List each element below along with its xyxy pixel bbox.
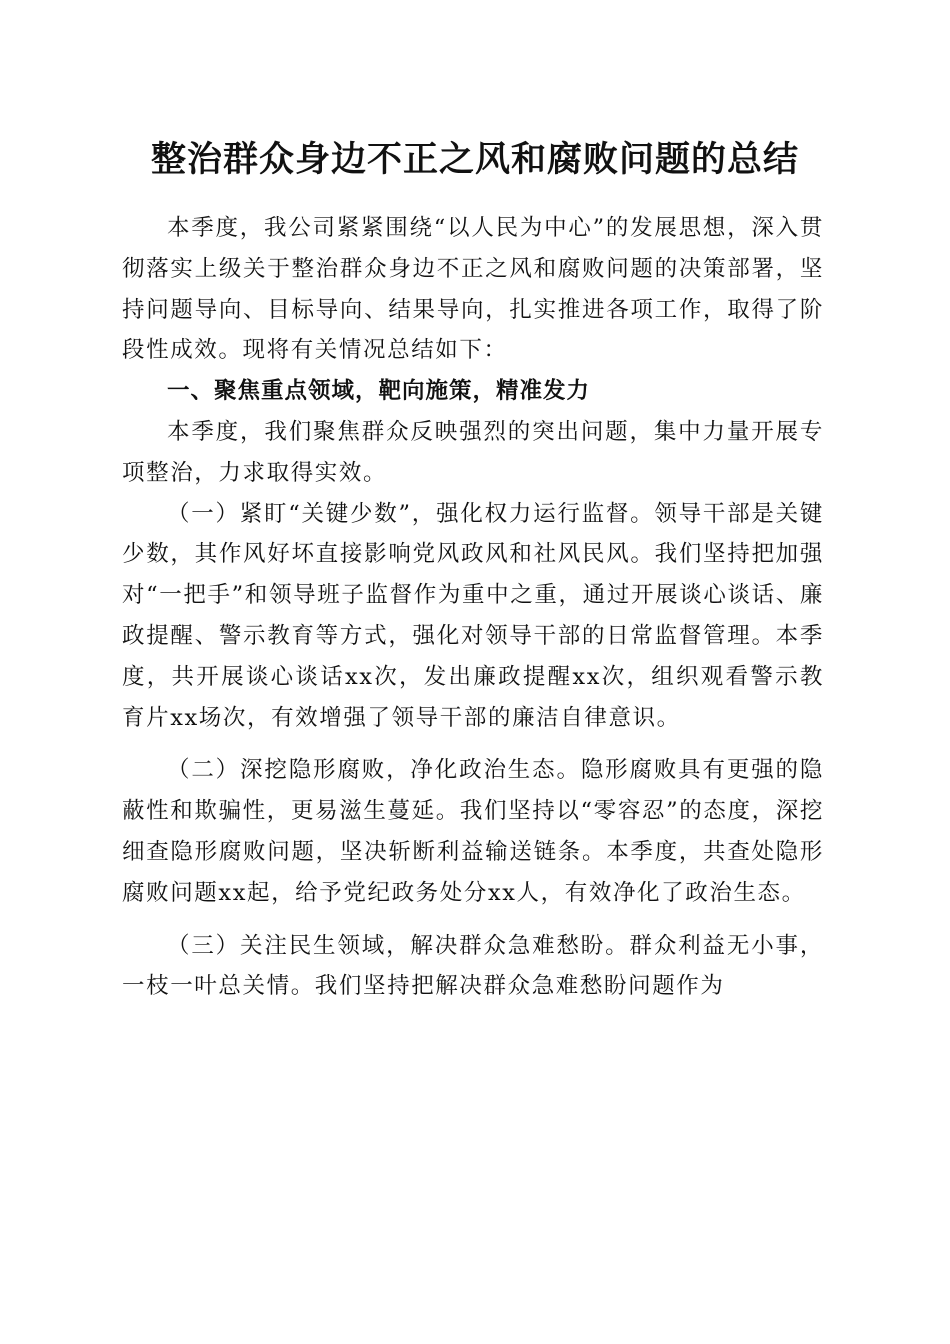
item-3-paragraph — [122, 926, 824, 1008]
item-3-text: 群众利益无小事，一枝一叶总关情。我们坚持把解决群众急难愁盼问题作为 — [122, 932, 824, 1000]
document-body — [122, 208, 824, 1007]
document-title: 整治群众身边不正之风和腐败问题的总结 — [150, 139, 799, 180]
item-2-text: 隐形腐败具有更强的隐蔽性和欺骗性，更易滋生蔓延。我们坚持以“零容忍”的态度，深挖细查隐形腐败问题，坚决斩断利益输送链条。本季度，共查处隐形腐败问题xx起，给予党纪政务处分xx人，有效净化了政治生态。 — [122, 757, 824, 906]
item-1-paragraph — [122, 494, 824, 739]
section-heading-1: 一、聚焦重点领域，靶向施策，精准发力 — [167, 378, 591, 405]
item-2-lead: （二）深挖隐形腐败，净化政治生态。 — [167, 757, 581, 784]
item-2-paragraph — [122, 750, 824, 913]
section-1-paragraph: 本季度，我们聚焦群众反映强烈的突出问题，集中力量开展专项整治，力求取得实效。 — [122, 418, 824, 486]
item-3-lead: （三）关注民生领域，解决群众急难愁盼。 — [167, 932, 630, 959]
item-1-text: 领导干部是关键少数，其作风好坏直接影响党风政风和社风民风。我们坚持把加强对“一把手”和领导班子监督作为重中之重，通过开展谈心谈话、廉政提醒、警示教育等方式，强化对领导干部的日常监督管理。本季度，共开展谈心谈话xx次，发出廉政提醒xx次，组织观看警示教育片xx场次，有效增强了领导干部的廉洁自律意识。 — [122, 500, 825, 731]
intro-paragraph: 本季度，我公司紧紧围绕“以人民为中心”的发展思想，深入贯彻落实上级关于整治群众身边不正之风和腐败问题的决策部署，坚持问题导向、目标导向、结果导向，扎实推进各项工作，取得了阶段性成效。现将有关情况总结如下： — [122, 215, 824, 364]
item-1-lead: （一）紧盯“关键少数”，强化权力运行监督。 — [167, 500, 655, 527]
